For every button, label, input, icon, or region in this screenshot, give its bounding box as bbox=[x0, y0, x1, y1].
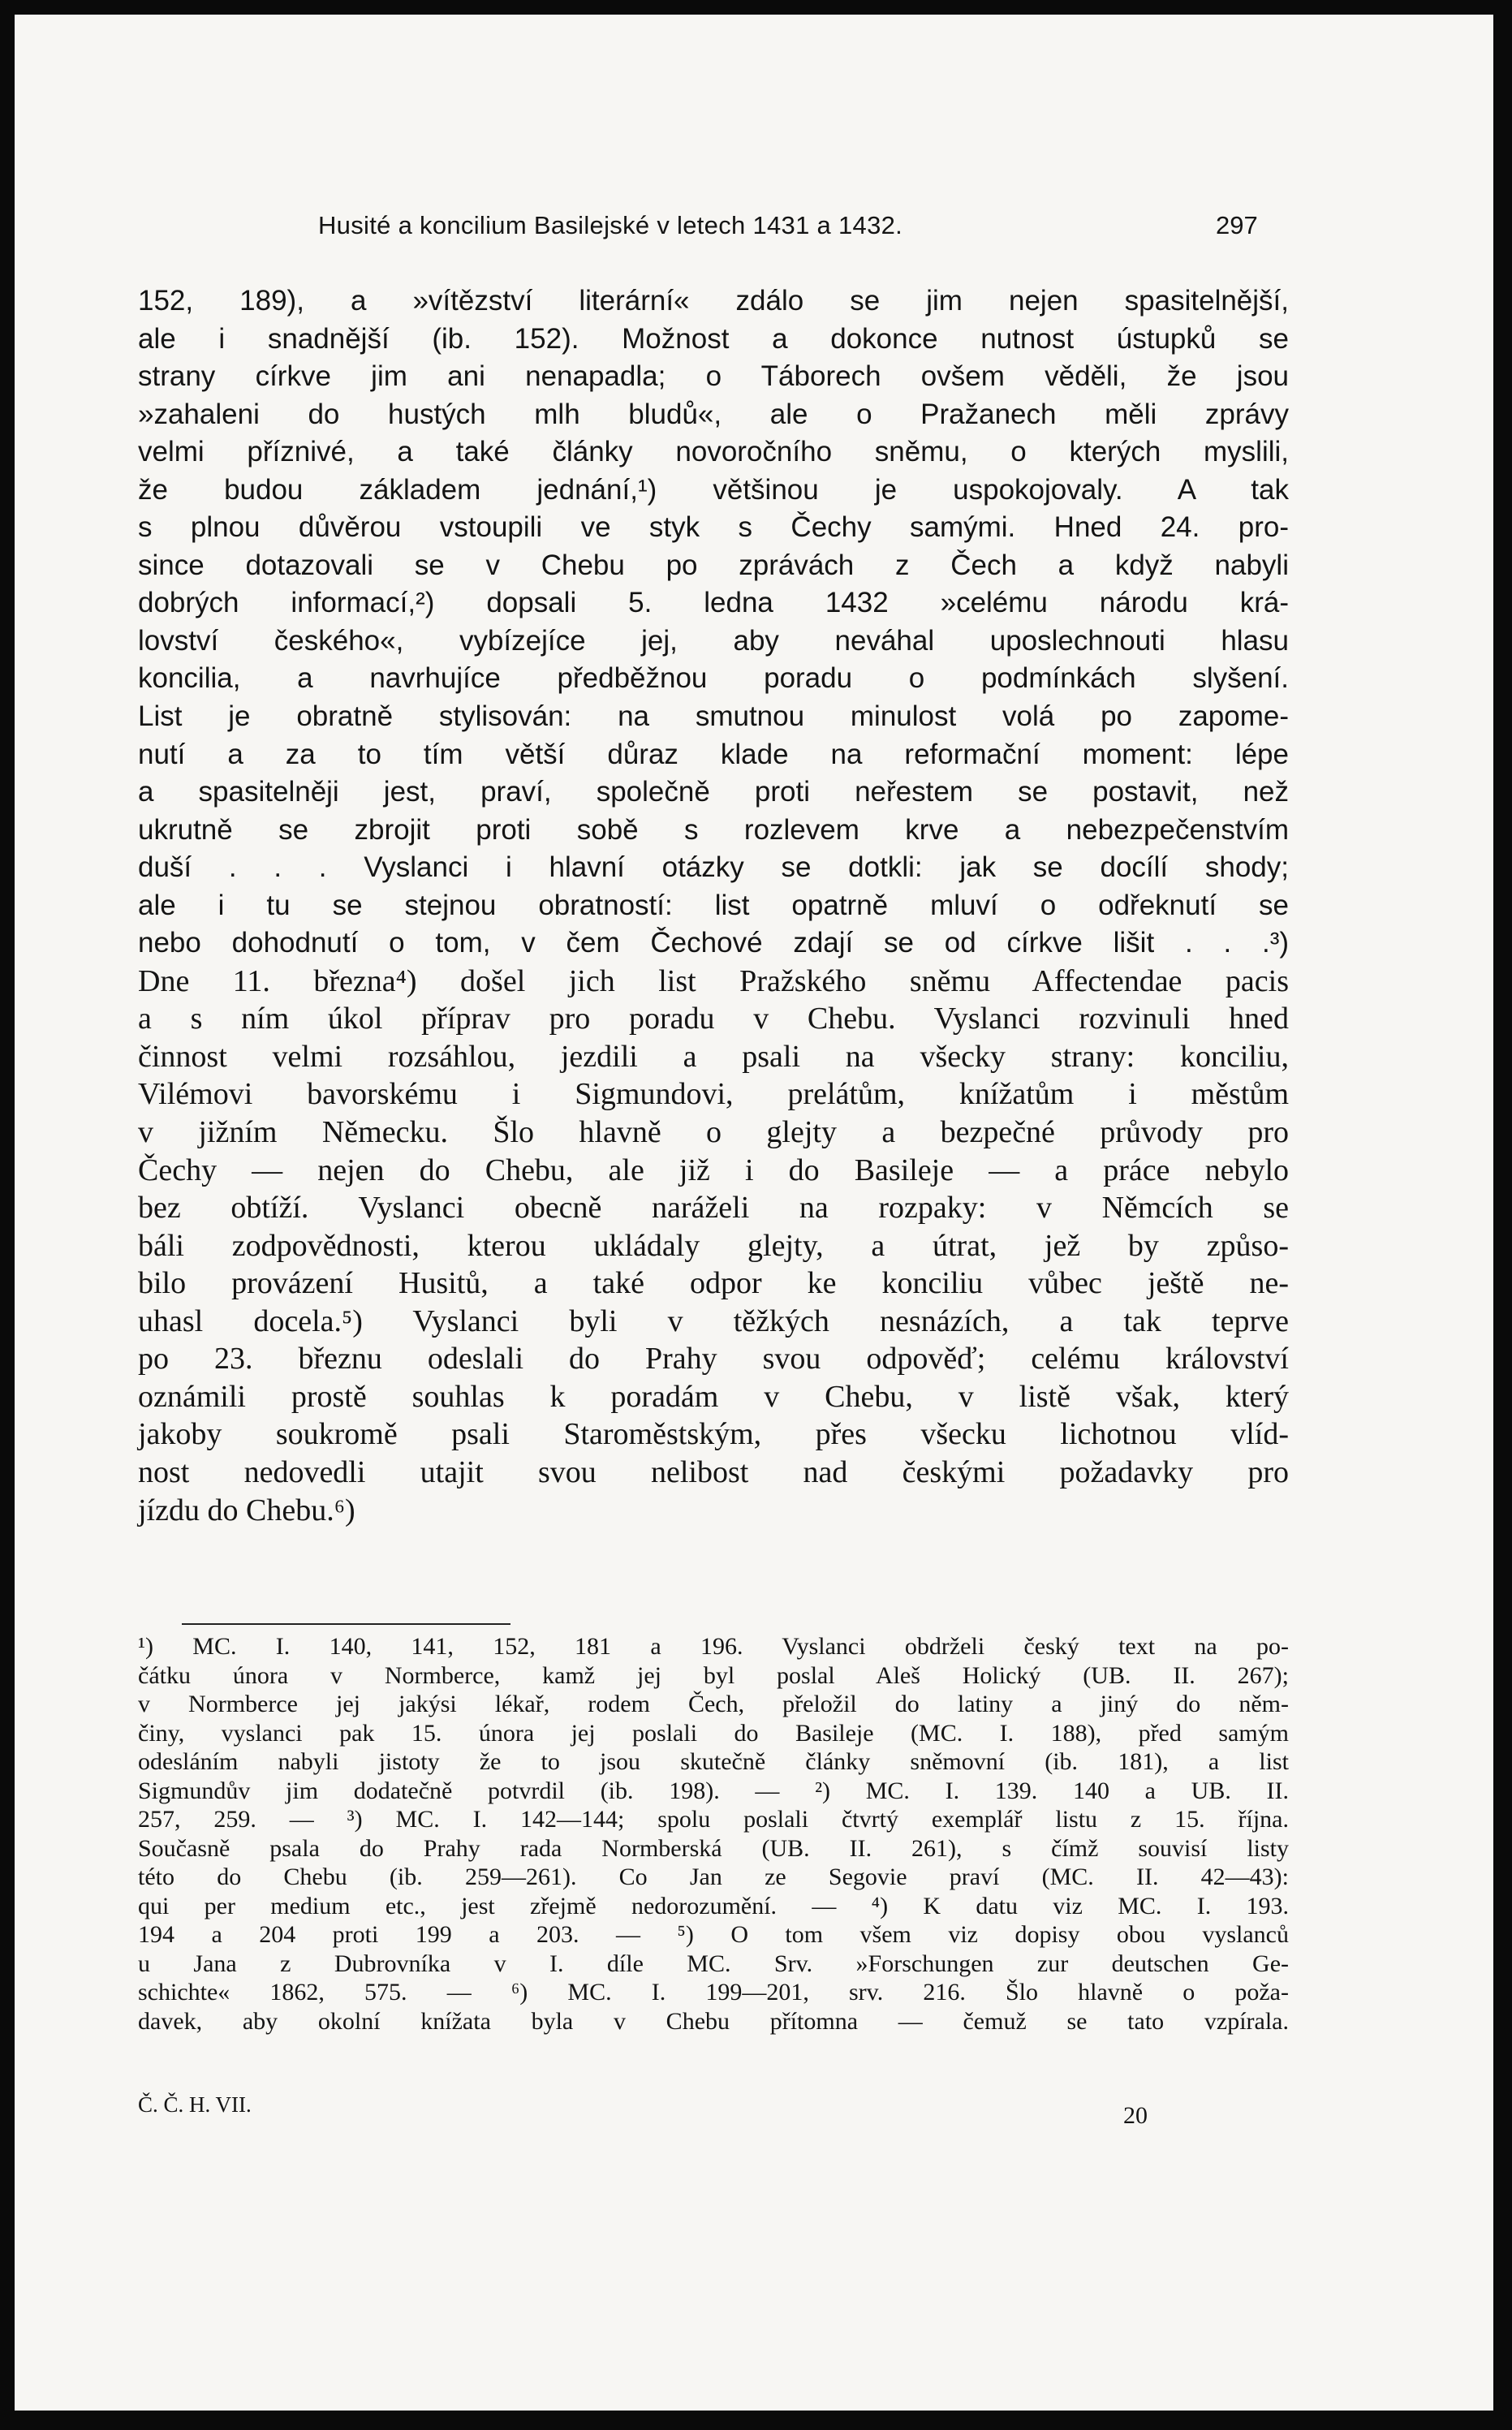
body-line: s plnou důvěrou vstoupili ve styk s Čechy samými. Hned 24. pro- bbox=[138, 511, 1289, 544]
body-line: ukrutně se zbrojit proti sobě s rozlevem krve a nebezpečenstvím bbox=[138, 813, 1289, 846]
footnote-line: 257, 259. — ³) MC. I. 142—144; spolu poslali čtvrtý exemplář listu z 15. října. bbox=[138, 1806, 1289, 1833]
body-line: koncilia, a navrhujíce předběžnou poradu o podmínkách slyšení. bbox=[138, 662, 1289, 695]
footnote-line: ¹) MC. I. 140, 141, 152, 181 a 196. Vyslanci obdrželi český text na po- bbox=[138, 1633, 1289, 1660]
body-line: List je obratně stylisován: na smutnou minulost volá po zapome- bbox=[138, 700, 1289, 733]
footnote-line: této do Chebu (ib. 259—261). Co Jan ze Segovie praví (MC. II. 42—43): bbox=[138, 1863, 1289, 1890]
body-line: Dne 11. března⁴) došel jich list Pražského sněmu Affectendae pacis bbox=[138, 963, 1289, 998]
body-line: po 23. březnu odeslali do Prahy svou odpověď; celému království bbox=[138, 1342, 1289, 1377]
body-line: nost nedovedli utajit svou nelibost nad českými požadavky pro bbox=[138, 1454, 1289, 1489]
body-line: že budou základem jednání,¹) většinou je uspokojovaly. A tak bbox=[138, 473, 1289, 506]
page-header bbox=[15, 211, 1493, 252]
body-line: »zahaleni do hustých mlh bludů«, ale o Pražanech měli zprávy bbox=[138, 398, 1289, 430]
footnote-line: Současně psala do Prahy rada Normberská (UB. II. 261), s čímž souvisí listy bbox=[138, 1834, 1289, 1862]
body-line: a spasitelněji jest, praví, společně proti neřestem se postavit, než bbox=[138, 776, 1289, 808]
book-page bbox=[15, 15, 1493, 2411]
footnote-line: qui per medium etc., jest zřejmě nedorozumění. — ⁴) K datu viz MC. I. 193. bbox=[138, 1892, 1289, 1919]
printer-signature: Č. Č. H. VII. bbox=[138, 2092, 252, 2117]
footnote-line: Sigmundův jim dodatečně potvrdil (ib. 198). — ²) MC. I. 139. 140 a UB. II. bbox=[138, 1777, 1289, 1804]
body-line: oznámili prostě souhlas k poradám v Chebu, v listě však, který bbox=[138, 1379, 1289, 1414]
page-number: 297 bbox=[1216, 211, 1258, 239]
body-line: nutí a za to tím větší důraz klade na reformační moment: lépe bbox=[138, 738, 1289, 770]
footnote-rule bbox=[182, 1623, 510, 1625]
body-line: a s ním úkol příprav pro poradu v Chebu. Vyslanci rozvinuli hned bbox=[138, 1002, 1289, 1036]
footnote-line: 194 a 204 proti 199 a 203. — ⁵) O tom všem viz dopisy obou vyslanců bbox=[138, 1921, 1289, 1948]
body-line: lovství českého«, vybízejíce jej, aby neváhal uposlechnouti hlasu bbox=[138, 624, 1289, 657]
body-line: duší . . . Vyslanci i hlavní otázky se dotkli: jak se docílí shody; bbox=[138, 851, 1289, 884]
body-line: v jižním Německu. Šlo hlavně o glejty a bezpečné průvody pro bbox=[138, 1115, 1289, 1150]
running-head: Husité a koncilium Basilejské v letech 1431 a 1432. bbox=[318, 211, 903, 239]
page-footer bbox=[15, 2092, 1493, 2129]
body-line: činnost velmi rozsáhlou, jezdili a psali na všecky strany: konciliu, bbox=[138, 1039, 1289, 1074]
body-line: báli zodpovědnosti, kterou ukládaly glejty, a útrat, jež by způso- bbox=[138, 1228, 1289, 1263]
body-line: Vilémovi bavorskému i Sigmundovi, prelátům, knížatům i městům bbox=[138, 1077, 1289, 1112]
body-line: nebo dohodnutí o tom, v čem Čechové zdají se od církve lišit . . .³) bbox=[138, 927, 1289, 959]
footnotes bbox=[138, 1632, 1289, 2036]
body-line: jakoby soukromě psali Staroměstským, přes všecku lichotnou vlíd- bbox=[138, 1417, 1289, 1452]
footnote-line: schichte« 1862, 575. — ⁶) MC. I. 199—201, srv. 216. Šlo hlavně o poža- bbox=[138, 1979, 1289, 2006]
body-line: since dotazovali se v Chebu po zprávách z Čech a když nabyli bbox=[138, 549, 1289, 581]
body-line: ale i snadnější (ib. 152). Možnost a dokonce nutnost ústupků se bbox=[138, 322, 1289, 355]
body-line: bilo provázení Husitů, a také odpor ke konciliu vůbec ještě ne- bbox=[138, 1266, 1289, 1301]
body-line: Čechy — nejen do Chebu, ale již i do Basileje — a práce nebylo bbox=[138, 1153, 1289, 1187]
body-line: strany církve jim ani nenapadla; o Táborech ovšem věděli, že jsou bbox=[138, 360, 1289, 393]
body-line: jízdu do Chebu.⁶) bbox=[138, 1493, 355, 1527]
sheet-number: 20 bbox=[1123, 2102, 1148, 2129]
body-line: ale i tu se stejnou obratností: list opatrně mluví o odřeknutí se bbox=[138, 889, 1289, 921]
body-line: velmi příznivé, a také články novoročního sněmu, o kterých myslili, bbox=[138, 436, 1289, 468]
footnote-line: činy, vyslanci pak 15. února jej poslali do Basileje (MC. I. 188), před samým bbox=[138, 1719, 1289, 1747]
footnote-line: čátku února v Normberce, kamž jej byl poslal Aleš Holický (UB. II. 267); bbox=[138, 1661, 1289, 1689]
footnote-line: odesláním nabyli jistoty že to jsou skutečně články sněmovní (ib. 181), a list bbox=[138, 1748, 1289, 1775]
footnote-line: davek, aby okolní knížata byla v Chebu přítomna — čemuž se tato vzpírala. bbox=[138, 2007, 1289, 2035]
footnote-line: u Jana z Dubrovníka v I. díle MC. Srv. »Forschungen zur deutschen Ge- bbox=[138, 1950, 1289, 1977]
body-line: bez obtíží. Vyslanci obecně naráželi na rozpaky: v Němcích se bbox=[138, 1191, 1289, 1226]
body-text bbox=[138, 282, 1289, 1529]
body-line: dobrých informací,²) dopsali 5. ledna 1432 »celému národu krá- bbox=[138, 587, 1289, 619]
body-line: 152, 189), a »vítězství literární« zdálo se jim nejen spasitelnější, bbox=[138, 285, 1289, 317]
body-line: uhasl docela.⁵) Vyslanci byli v těžkých nesnázích, a tak teprve bbox=[138, 1303, 1289, 1338]
footnote-line: v Normberce jej jakýsi lékař, rodem Čech, přeložil do latiny a jiný do něm- bbox=[138, 1691, 1289, 1717]
